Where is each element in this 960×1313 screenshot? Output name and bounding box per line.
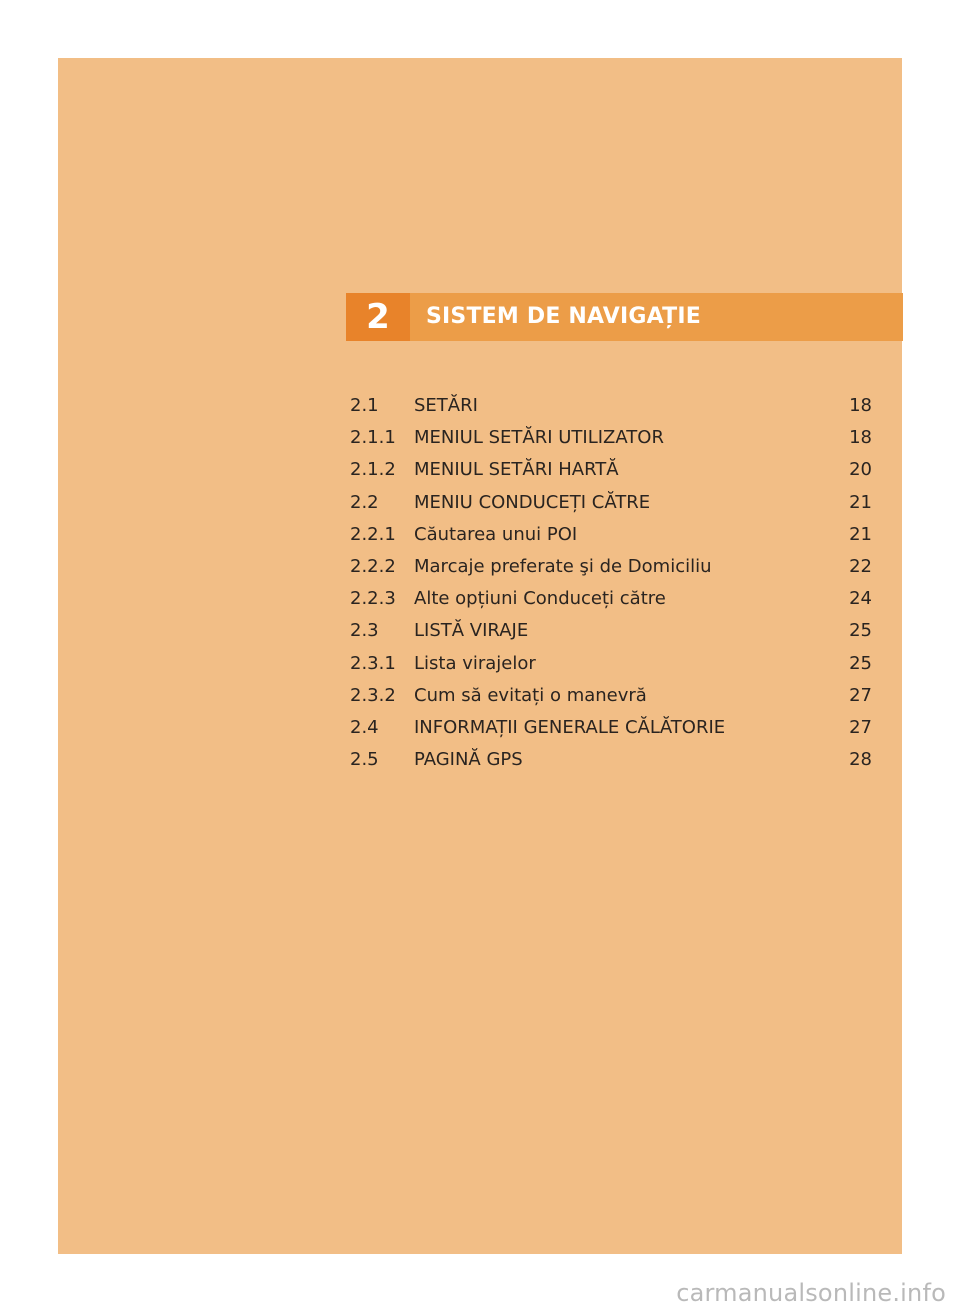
toc-entry[interactable] bbox=[350, 551, 874, 583]
chapter-number: 2 bbox=[346, 293, 410, 341]
toc-entry-title: INFORMAȚII GENERALE CĂLĂTORIE bbox=[414, 716, 726, 738]
toc-entry[interactable] bbox=[350, 422, 874, 454]
toc-entry-title: MENIUL SETĂRI HARTĂ bbox=[414, 459, 619, 481]
toc-entry-page: 25 bbox=[849, 620, 872, 642]
toc-entry-number: 2.2.2 bbox=[350, 555, 396, 577]
toc-entry[interactable] bbox=[350, 519, 874, 551]
toc-entry-number: 2.2.1 bbox=[350, 523, 396, 545]
toc-entry-title: Marcaje preferate şi de Domiciliu bbox=[414, 555, 712, 577]
table-of-contents bbox=[350, 390, 874, 776]
toc-entry-number: 2.1.2 bbox=[350, 459, 396, 481]
toc-entry[interactable] bbox=[350, 680, 874, 712]
toc-entry-title: SETĂRI bbox=[414, 395, 478, 416]
toc-entry-page: 24 bbox=[849, 588, 872, 610]
toc-entry-page: 21 bbox=[849, 491, 872, 513]
toc-entry-number: 2.2 bbox=[350, 491, 379, 513]
toc-entry-number: 2.3.1 bbox=[350, 652, 396, 674]
toc-entry-page: 27 bbox=[849, 684, 872, 706]
toc-entry-page: 27 bbox=[849, 716, 872, 738]
toc-entry[interactable] bbox=[350, 712, 874, 744]
toc-entry-title: LISTĂ VIRAJE bbox=[414, 620, 529, 642]
toc-entry-number: 2.2.3 bbox=[350, 588, 396, 610]
toc-entry[interactable] bbox=[350, 454, 874, 486]
toc-entry-page: 18 bbox=[849, 427, 872, 449]
toc-entry-number: 2.3.2 bbox=[350, 684, 396, 706]
toc-entry-number: 2.1.1 bbox=[350, 427, 396, 449]
toc-entry[interactable] bbox=[350, 390, 874, 422]
toc-entry[interactable] bbox=[350, 744, 874, 776]
toc-entry[interactable] bbox=[350, 615, 874, 647]
toc-entry-page: 21 bbox=[849, 523, 872, 545]
toc-entry[interactable] bbox=[350, 648, 874, 680]
toc-entry-page: 22 bbox=[849, 555, 872, 577]
toc-entry-number: 2.5 bbox=[350, 749, 379, 771]
toc-entry-number: 2.3 bbox=[350, 620, 379, 642]
chapter-banner bbox=[346, 293, 903, 341]
toc-entry-title: Cum să evitați o manevră bbox=[414, 684, 647, 706]
watermark: carmanualsonline.info bbox=[676, 1279, 946, 1307]
toc-entry-title: MENIUL SETĂRI UTILIZATOR bbox=[414, 427, 664, 449]
toc-entry-title: PAGINĂ GPS bbox=[414, 749, 523, 771]
toc-entry-page: 18 bbox=[849, 395, 872, 416]
toc-entry-page: 20 bbox=[849, 459, 872, 481]
manual-page bbox=[58, 58, 902, 1254]
toc-entry-page: 25 bbox=[849, 652, 872, 674]
toc-entry-number: 2.1 bbox=[350, 395, 379, 416]
chapter-title: SISTEM DE NAVIGAȚIE bbox=[426, 304, 701, 329]
toc-entry-title: Căutarea unui POI bbox=[414, 523, 578, 545]
toc-entry-page: 28 bbox=[849, 749, 872, 771]
toc-entry-number: 2.4 bbox=[350, 716, 379, 738]
toc-entry[interactable] bbox=[350, 487, 874, 519]
toc-entry-title: Alte opțiuni Conduceți către bbox=[414, 588, 666, 610]
toc-entry[interactable] bbox=[350, 583, 874, 615]
toc-entry-title: MENIU CONDUCEȚI CĂTRE bbox=[414, 491, 651, 513]
toc-entry-title: Lista virajelor bbox=[414, 652, 536, 674]
